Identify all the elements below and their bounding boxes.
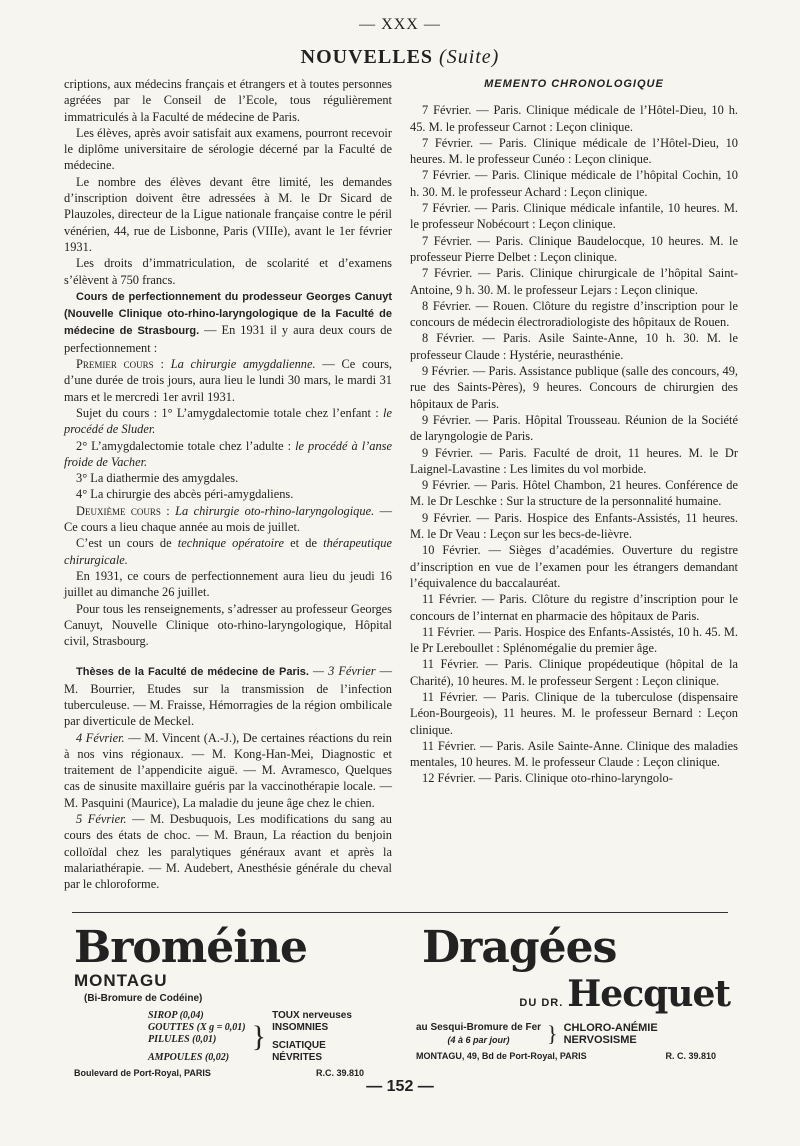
ad-form: SIROP (0,04): [148, 1010, 204, 1021]
memento-heading: MEMENTO CHRONOLOGIQUE: [484, 78, 664, 90]
ad-desc: au Sesqui-Bromure de Fer: [416, 1022, 542, 1033]
premier-label: Premier cours: [76, 357, 154, 372]
memento-entry: 7 Février. — Paris. Clinique Baudelocque, 10 heures. M. le professeur Pierre Delbet : Leçon clinique.: [410, 233, 738, 264]
cest-italic-2: thérapeutique chirurgicale.: [64, 536, 392, 567]
ad-du-dr: DU DR.: [519, 997, 564, 1009]
ad-address: MONTAGU, 49, Bd de Port-Royal, PARIS: [416, 1051, 587, 1061]
cours-intro: — En 1931 il y aura deux cours de perfectionnement :: [64, 323, 392, 355]
ad-indication: SCIATIQUE: [272, 1040, 326, 1051]
memento-entry: 7 Février. — Paris. Clinique médicale de l’Hôtel-Dieu, 10 h. 45. M. le professeur Carnot : Leçon clinique.: [410, 103, 738, 134]
premier-title: La chirurgie amygdalienne.: [170, 357, 316, 372]
cest-mid: et de: [284, 536, 324, 551]
paragraph: Pour tous les renseignements, s’adresser au professeur Georges Canuyt, Nouvelle Clinique oto-rhino-laryngologique, Hôpital civil, Strasbourg.: [64, 601, 392, 649]
memento-entry: 11 Février. — Paris. Clôture du registre d’inscription pour le concours de l’internat en pharmacie des hôpitaux de Paris.: [410, 592, 738, 623]
ad-brand-bromeine: Broméine: [74, 922, 307, 973]
memento-entry: 11 Février. — Paris. Clinique propédeutique (hôpital de la Charité), 10 heures. M. le professeur Sergent : Leçon clinique.: [410, 657, 738, 688]
cest-italic-1: technique opératoire: [177, 536, 284, 551]
ad-brand-dragees: Dragées: [422, 922, 617, 973]
theses-heading: Thèses de la Faculté de médecine de Paris.: [76, 666, 309, 679]
memento-entry: 12 Février. — Paris. Clinique oto-rhino-laryngolo-: [422, 771, 673, 786]
sujet-italic: le procédé de Sluder.: [64, 405, 392, 437]
section-title: [0, 46, 800, 69]
ad-indications: [272, 1010, 352, 1064]
ad-indication: CHLORO-ANÉMIE: [563, 1022, 658, 1034]
ad-name-hecquet: Hecquet: [567, 973, 730, 1015]
memento-entry: 9 Février. — Paris. Hôtel Chambon, 21 heures. Conférence de M. le Dr Leschke : Sur la structure de la personnalité humaine.: [410, 478, 738, 509]
item-3: 3° La diathermie des amygdales.: [76, 471, 239, 486]
item-4: 4° La chirurgie des abcès péri-amygdaliens.: [76, 487, 294, 502]
memento-entry: 7 Février. — Paris. Clinique médicale de l’hôpital Cochin, 10 h. 30. M. le professeur Achard : Leçon clinique.: [410, 168, 738, 199]
cest-paragraph: [64, 535, 392, 568]
brace-icon: }: [251, 1020, 267, 1053]
theses-3-text: — M. Bourrier, Etudes sur la transmission de l’infection tuberculeuse. — M. Fraisse, Hémorragies de la région ombilicale par diverticule de Meckel.: [64, 664, 392, 729]
divider-rule: [72, 912, 728, 913]
ad-forms-list: [148, 1010, 246, 1064]
sujet-text: Sujet du cours : 1° L’amygdalectomie totale chez l’enfant :: [76, 405, 384, 420]
advertisement-dragees: [416, 922, 736, 1061]
paragraph: Le nombre des élèves devant être limité, les demandes d’inscription doivent être adressées à M. le Dr Sicard de Plauzoles, directeur de la Ligue nationale française contre le péril vénérien, 44, rue de Lisbonne, Paris (VIIIe), avant le 1er février 1931.: [64, 174, 392, 254]
brace-icon: }: [547, 1021, 558, 1046]
cours-heading: Cours de perfectionnement du prodesseur Georges Canuyt (Nouvelle Clinique oto-rhino-laryngologique de la Faculté de médecine de Strasbourg.: [64, 290, 392, 338]
advertisement-bromeine: [74, 922, 394, 1078]
memento-entry: 9 Février. — Paris. Hôpital Trousseau. Réunion de la Société de laryngologie de Paris.: [410, 412, 738, 444]
page-roman-numeral: — XXX —: [359, 16, 441, 33]
ad-ref: R.C. 39.810: [315, 1068, 364, 1078]
memento-entry: 9 Février. — Paris. Assistance publique (salle des concours, 49, rue des Saints-Pères), 9 heures. Concours de chirurgien des hôpitaux de Paris.: [410, 364, 738, 411]
memento-entry: 7 Février. — Paris. Clinique chirurgicale de l’hôpital Saint-Antoine, 9 h. 30. M. le professeur Lejars : Leçon clinique.: [410, 266, 738, 297]
premier-cours: Premier cours : La chirurgie amygdalienne. — Ce cours, d’une durée de trois jours, aura lieu le lundi 30 mars, le mardi 31 mars et le mercredi 1er avril 1931.: [64, 357, 393, 404]
section-title-suite: (Suite): [439, 46, 500, 68]
memento-entry: 11 Février. — Paris. Hospice des Enfants-Assistés, 10 h. 45. M. le Pr Lereboullet : Splénomégalie du premier âge.: [410, 624, 738, 656]
ad-form: GOUTTES (X g = 0,01): [148, 1022, 246, 1033]
ad-address: Boulevard de Port-Royal, PARIS: [74, 1068, 211, 1078]
sujet: [64, 405, 392, 438]
cest-text: C’est un cours de: [76, 536, 178, 551]
left-column: [64, 76, 392, 893]
ad-ref: R. C. 39.810: [665, 1051, 716, 1061]
ad-dose: (4 à 6 par jour): [447, 1035, 510, 1045]
paragraph: criptions, aux médecins français et étrangers et à toutes personnes agréées par le Conseil de l’Ecole, tous régulièrement immatriculés à la Faculté de médecine de Paris.: [64, 77, 392, 124]
memento-entry: 9 Février. — Paris. Faculté de droit, 11 heures. M. le Dr Laignel-Lavastine : Les limites du vol morbide.: [410, 445, 738, 476]
ad-indication: NERVOSISME: [563, 1034, 637, 1046]
memento-entry: 9 Février. — Paris. Hospice des Enfants-Assistés, 11 heures. M. le Dr Veau : Leçon sur les becs-de-lièvre.: [410, 510, 738, 542]
theses-4-text: — M. Vincent (A.-J.), De certaines réactions du rein à nos vins régionaux. — M. Kong-Han-Mei, Diagnostic et traitement de l’appendicite aiguë. — M. Avramesco, Quelques cas de sinusite maxillaire guéris par la vaccinothérapie locale. — M. Pasquini (Maurice), La maladie du jeune âge chez le chien.: [64, 730, 393, 810]
cours-paragraph: [64, 288, 392, 356]
ad-form: AMPOULES (0,02): [148, 1052, 230, 1063]
paragraph: Les élèves, après avoir satisfait aux examens, pourront recevoir le diplôme universitaire de sérologie décerné par la Faculté de médecine.: [64, 125, 392, 173]
item2-text: 2° L’amygdalectomie totale chez l’adulte :: [76, 438, 296, 453]
theses-5-date: 5 Février.: [76, 812, 127, 827]
deuxieme-label: Deuxième cours: [76, 503, 161, 518]
item2-italic: le procédé à l’anse froide de Vacher.: [64, 438, 392, 469]
theses-3-date: — 3 Février: [308, 664, 376, 679]
memento-entry: 8 Février. — Rouen. Clôture du registre d’inscription pour le concours de médecin électroradiologiste des hôpitaux de Rouen.: [410, 298, 738, 330]
memento-entry: 11 Février. — Paris. Clinique de la tuberculose (dispensaire Léon-Bourgeois), 11 heures. M. le professeur Bernard : Leçon clinique.: [410, 689, 738, 737]
ad-indication: TOUX nerveuses: [272, 1010, 352, 1021]
theses-4: [64, 730, 392, 811]
item-2: [64, 438, 392, 471]
deuxieme-text: — Ce cours a lieu chaque année au mois de juillet.: [64, 503, 392, 535]
deuxieme-title: La chirurgie oto-rhino-laryngologique.: [175, 503, 375, 518]
memento-entry: 7 Février. — Paris. Clinique médicale infantile, 10 heures. M. le professeur Nobécourt : Leçon clinique.: [410, 201, 738, 232]
ad-indication: INSOMNIES: [272, 1022, 329, 1033]
page-number: — 152 —: [366, 1078, 434, 1095]
deuxieme-cours: Deuxième cours : La chirurgie oto-rhino-laryngologique. — Ce cours a lieu chaque année au mois de juillet.: [64, 503, 392, 535]
paragraph: En 1931, ce cours de perfectionnement aura lieu du jeudi 16 juillet au dimanche 26 juillet.: [64, 568, 392, 600]
memento-entry: 7 Février. — Paris. Clinique médicale de l’Hôtel-Dieu, 10 heures. M. le professeur Cunéo : Leçon clinique.: [410, 135, 738, 167]
paragraph: Les droits d’immatriculation, de scolarité et d’examens s’élèvent à 750 francs.: [64, 256, 392, 287]
ad-indications: [564, 1022, 658, 1046]
theses-5: [64, 811, 392, 892]
memento-entry: 10 Février. — Sièges d’académies. Ouverture du registre d’inscription en vue de l’examen pour les étrangers demandant l’équivalence du baccalauréat.: [410, 543, 738, 590]
section-title-main: NOUVELLES: [300, 46, 434, 68]
right-column: [410, 76, 738, 787]
theses-5-text: — M. Desbuquois, Les modifications du sang au cours des états de choc. — M. Braun, La réaction du benjoin colloïdal chez les paralytiques généraux avant et après la malariathérapie. — M. Audebert, Anesthésie générale du cheval par le chloroforme.: [64, 812, 392, 892]
memento-entry: 8 Février. — Paris. Asile Sainte-Anne, 10 h. 30. M. le professeur Claude : Hystérie, neurasthénie.: [410, 331, 738, 362]
theses-4-date: 4 Février.: [76, 730, 125, 745]
premier-text: — Ce cours, d’une durée de trois jours, aura lieu le lundi 30 mars, le mardi 31 mars et le mercredi 1er avril 1931.: [64, 357, 393, 404]
ad-maker: MONTAGU: [74, 971, 168, 990]
ad-form: PILULES (0,01): [148, 1034, 217, 1045]
ad-indication: NÉVRITES: [272, 1052, 323, 1063]
theses-paragraph: [64, 663, 392, 729]
memento-entry: 11 Février. — Paris. Asile Sainte-Anne. Clinique des maladies mentales, 10 heures. M. le professeur Claude : Leçon clinique.: [410, 738, 738, 770]
ad-subtitle: (Bi-Bromure de Codéine): [84, 993, 203, 1004]
